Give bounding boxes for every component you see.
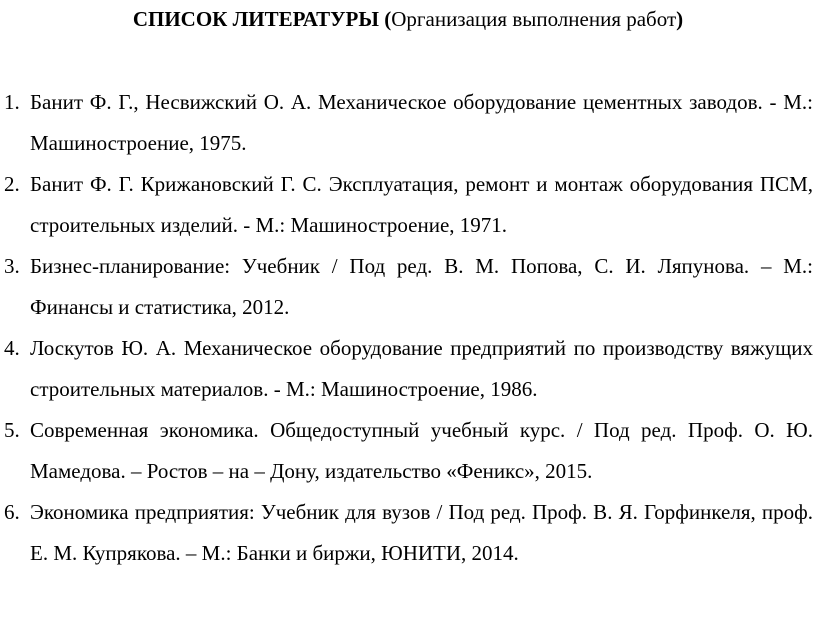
reference-list [0, 82, 816, 574]
page-title [0, 4, 816, 34]
reference-number: 3. [4, 254, 20, 278]
reference-number: 5. [4, 418, 20, 442]
reference-item-5 [0, 410, 816, 492]
reference-item-4 [0, 328, 816, 410]
title-subtitle: Организация выполнения работ [391, 7, 677, 31]
reference-item-6 [0, 492, 816, 574]
reference-text: Экономика предприятия: Учебник для вузов / Под ред. Проф. В. Я. Горфинкеля, проф. Е. М. Купрякова. – М.: Банки и биржи, ЮНИТИ, 2014. [30, 500, 813, 565]
title-main: СПИСОК ЛИТЕРАТУРЫ [132, 7, 379, 31]
reference-item-1 [0, 82, 816, 164]
reference-number: 2. [4, 172, 20, 196]
reference-number: 1. [4, 90, 20, 114]
reference-number: 6. [4, 500, 20, 524]
reference-item-2 [0, 164, 816, 246]
reference-text: Банит Ф. Г., Несвижский О. А. Механическое оборудование цементных заводов. - М.: Машиностроение, 1975. [30, 90, 813, 155]
reference-text: Бизнес-планирование: Учебник / Под ред. В. М. Попова, С. И. Ляпунова. – М.: Финансы и статистика, 2012. [30, 254, 813, 319]
reference-number: 4. [4, 336, 20, 360]
title-paren-close: ) [676, 7, 684, 31]
reference-text: Лоскутов Ю. А. Механическое оборудование предприятий по производству вяжущих строительных материалов. - М.: Машиностроение, 1986. [30, 336, 813, 401]
reference-text: Современная экономика. Общедоступный учебный курс. / Под ред. Проф. О. Ю. Мамедова. – Ростов – на – Дону, издательство «Феникс», 2015. [30, 418, 813, 483]
reference-text: Банит Ф. Г. Крижановский Г. С. Эксплуатация, ремонт и монтаж оборудования ПСМ, строительных изделий. - М.: Машиностроение, 1971. [30, 172, 813, 237]
reference-item-3 [0, 246, 816, 328]
title-paren-open: ( [384, 7, 392, 31]
